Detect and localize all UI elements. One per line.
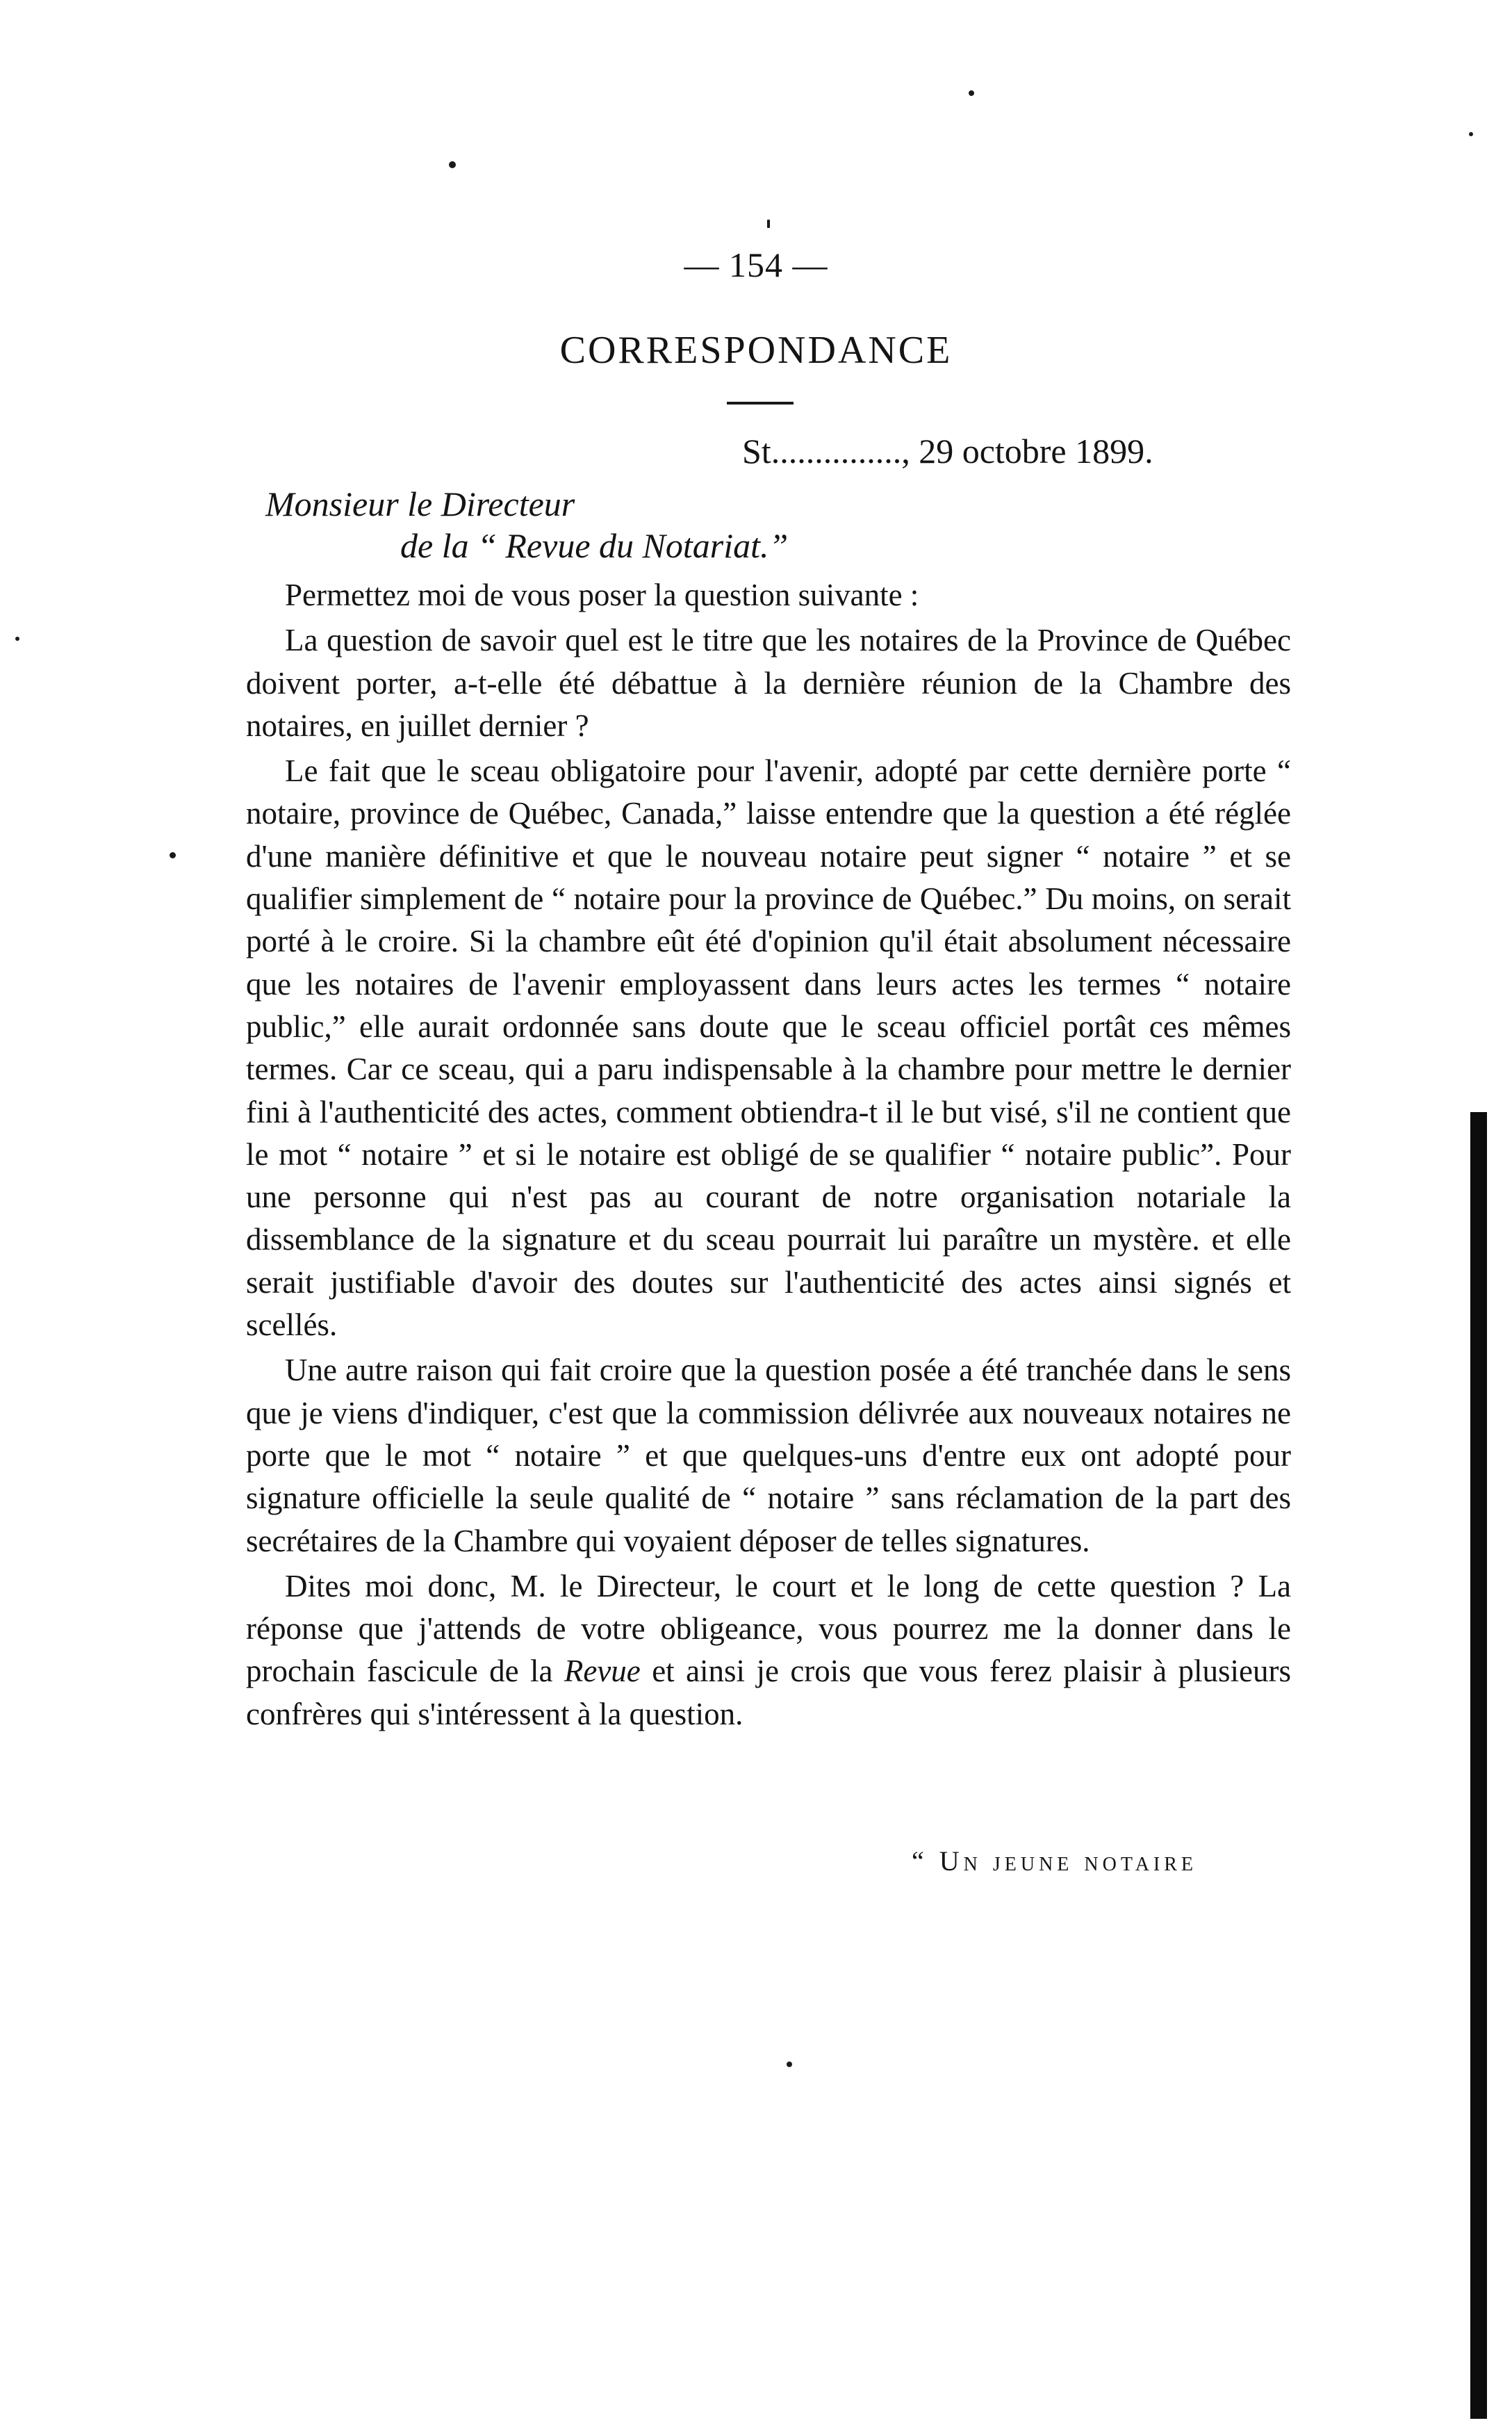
page-number: — 154 — [684, 245, 828, 284]
scan-speck [1469, 132, 1473, 136]
signature: “ Un jeune notaire [912, 1845, 1198, 1877]
journal-name-italic: Revue [564, 1654, 641, 1689]
paragraph-text: et ainsi je crois que vous ferez plaisir à plusieurs confrères qui s'intéressent à la question. [246, 1654, 1291, 1731]
paragraph-text: Dites moi donc, M. le Directeur, le court et le long de cette question ? La réponse que j'attends de votre obligeance, vous pourrez me la donner dans le prochain fascicule de la [246, 1568, 1291, 1689]
scan-speck [15, 637, 19, 641]
scan-speck [767, 220, 770, 228]
scan-speck [969, 90, 974, 96]
salutation-line-2: de la “ Revue du Notariat.” [400, 526, 789, 565]
paragraph: Permettez moi de vous poser la question suivante : [285, 578, 919, 612]
paragraph [246, 1565, 1291, 1736]
salutation-line-1: Monsieur le Directeur [265, 484, 575, 523]
section-title: CORRESPONDANCE [559, 329, 953, 372]
scan-speck [787, 2062, 792, 2067]
letter-dateline: St..............., 29 octobre 1899. [742, 432, 1153, 471]
scan-edge-bar [1470, 1112, 1487, 2419]
paragraph: Le fait que le sceau obligatoire pour l'avenir, adopté par cette dernière porte “ notaire, province de Québec, Canada,” laisse entendre que la question a été réglée d'une manière définitive et que le nouveau notaire peut signer “ notaire ” et se qualifier simplement de “ notaire pour la province de Québec.” Du moins, on serait porté à le croire. Si la chambre eût été d'opinion qu'il était absolument nécessaire que les notaires de l'avenir employassent dans leurs actes les termes “ notaire public,” elle aurait ordonnée sans doute que le sceau officiel portât ces mêmes termes. Car ce sceau, qui a paru indispensable à la chambre pour mettre le dernier fini à l'authenticité des actes, comment obtiendra-t il le but visé, s'il ne contient que le mot “ notaire ” et si le notaire est obligé de se qualifier “ notaire public”. Pour une personne qui n'est pas au courant de notre organisation notariale la dissemblance de la signature et du sceau pourrait lui paraître un mystère. et elle serait justifiable d'avoir des doutes sur l'authenticité des actes ainsi signés et scellés. [246, 753, 1291, 1343]
paragraph: La question de savoir quel est le titre que les notaires de la Province de Québec doivent porter, a-t-elle été débattue à la dernière réunion de la Chambre des notaires, en juillet dernier ? [246, 623, 1291, 743]
scan-speck [449, 161, 456, 168]
scan-speck [170, 852, 176, 858]
title-rule [727, 402, 794, 405]
letter-body [246, 574, 1291, 1736]
paragraph: Une autre raison qui fait croire que la question posée a été tranchée dans le sens que je viens d'indiquer, c'est que la commission délivrée aux nouveaux notaires ne porte que le mot “ notaire ” et que quelques-uns d'entre eux ont adopté pour signature officielle la seule qualité de “ notaire ” sans réclamation de la part des secrétaires de la Chambre qui voyaient déposer de telles signatures. [246, 1353, 1291, 1558]
